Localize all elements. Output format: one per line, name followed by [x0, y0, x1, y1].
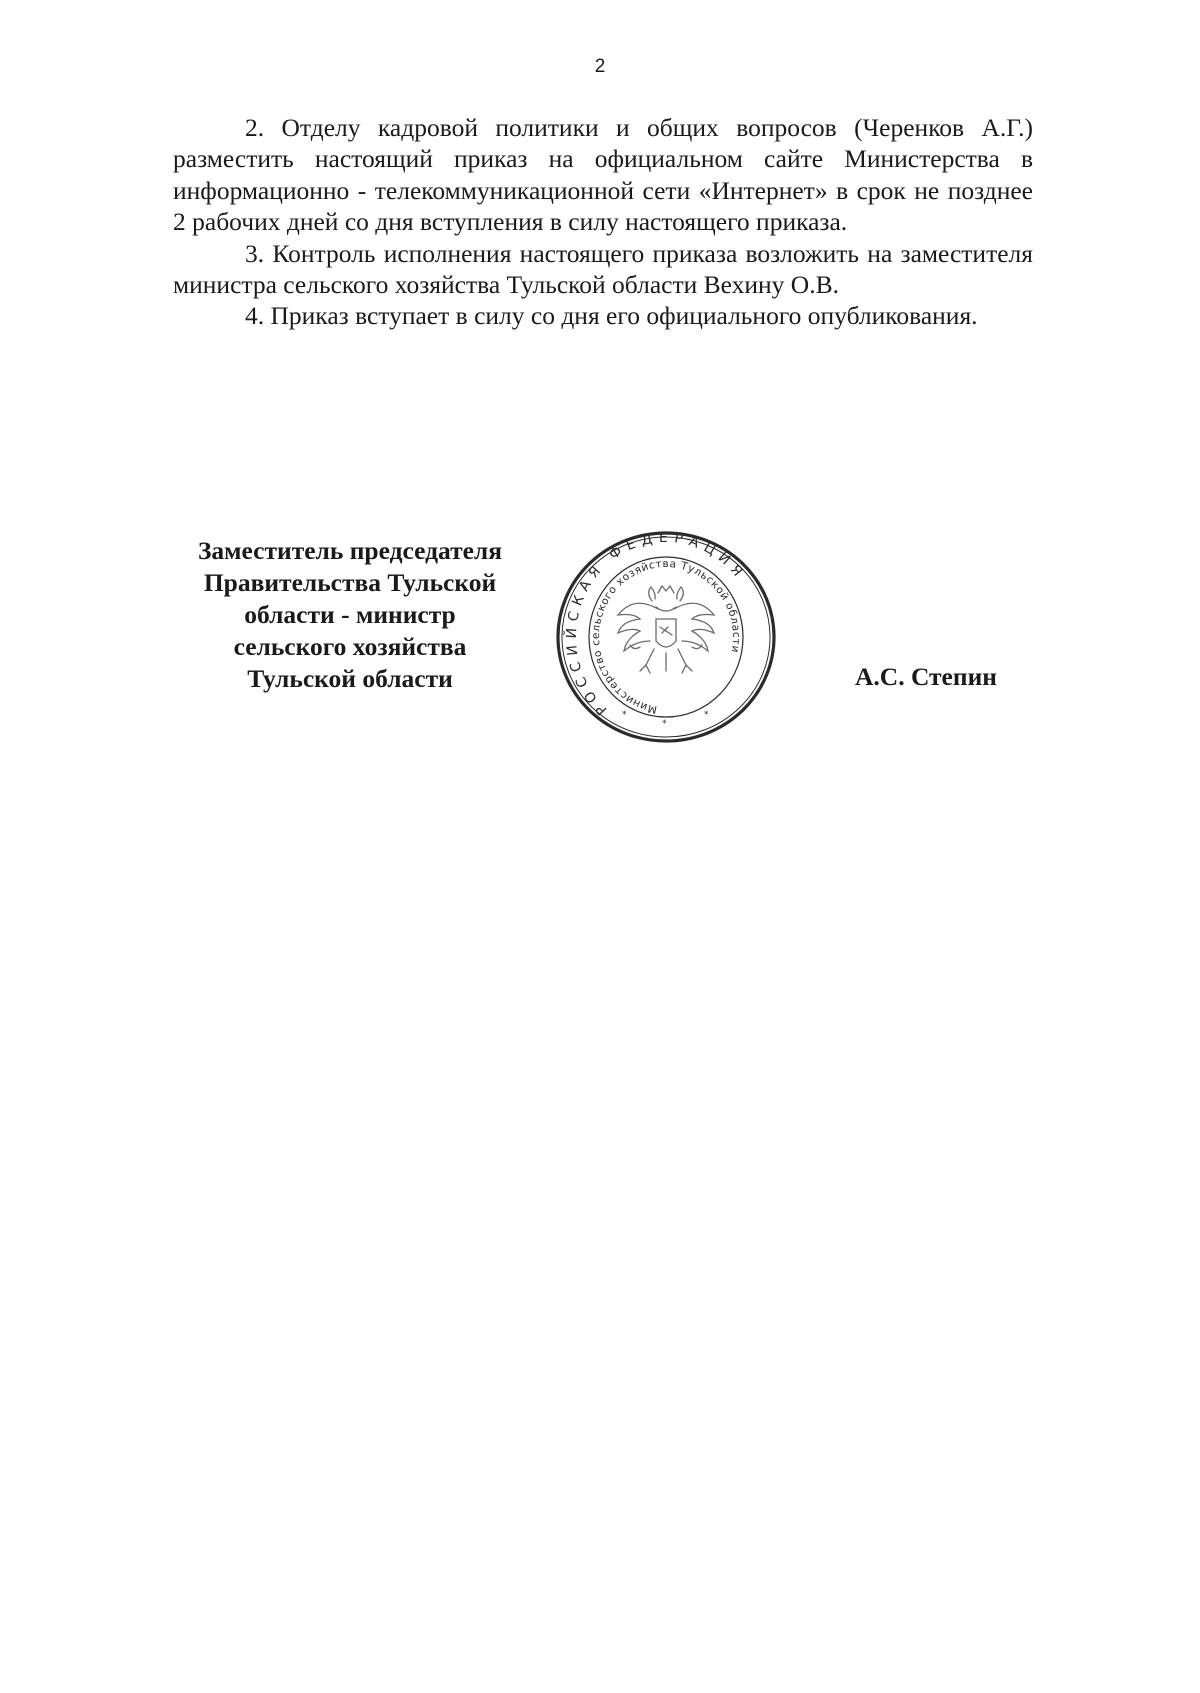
order-body	[173, 112, 1033, 332]
coat-of-arms-icon	[618, 586, 714, 673]
svg-text:*: *	[704, 710, 709, 720]
official-seal	[552, 527, 780, 747]
page-number: 2	[594, 56, 606, 77]
position-line: Тульской области	[247, 664, 453, 693]
position-line: Заместитель председателя	[197, 536, 503, 565]
signer-name: А.С. Степин	[855, 662, 997, 691]
svg-text:*: *	[662, 719, 667, 729]
signatory-position	[170, 535, 530, 695]
seal-star-icon	[622, 710, 709, 729]
paragraph-publication: 2. Отделу кадровой политики и общих вопросов (Черенков А.Г.) разместить настоящий приказ на официальном сайте Министерства в информационно - телекоммуникационной сети «Интернет» в срок не позднее 2 рабочих дней со дня вступления в силу настоящего приказа.	[173, 113, 1033, 237]
position-line: области - министр	[244, 600, 456, 629]
position-line: сельского хозяйства	[233, 632, 467, 661]
seal-graphic	[552, 527, 780, 747]
seal-inner-text: Министерство сельского хозяйства Тульской области	[589, 557, 743, 716]
seal-outer-text: РОССИЙСКАЯ ФЕДЕРАЦИЯ	[563, 529, 750, 718]
paragraph-effective-date: 4. Приказ вступает в силу со дня его официального опубликования.	[245, 301, 978, 331]
svg-text:*: *	[622, 710, 627, 720]
position-line: Правительства Тульской	[203, 568, 497, 597]
paragraph-control: 3. Контроль исполнения настоящего приказа возложить на заместителя министра сельского хозяйства Тульской области Вехину О.В.	[173, 238, 1033, 300]
